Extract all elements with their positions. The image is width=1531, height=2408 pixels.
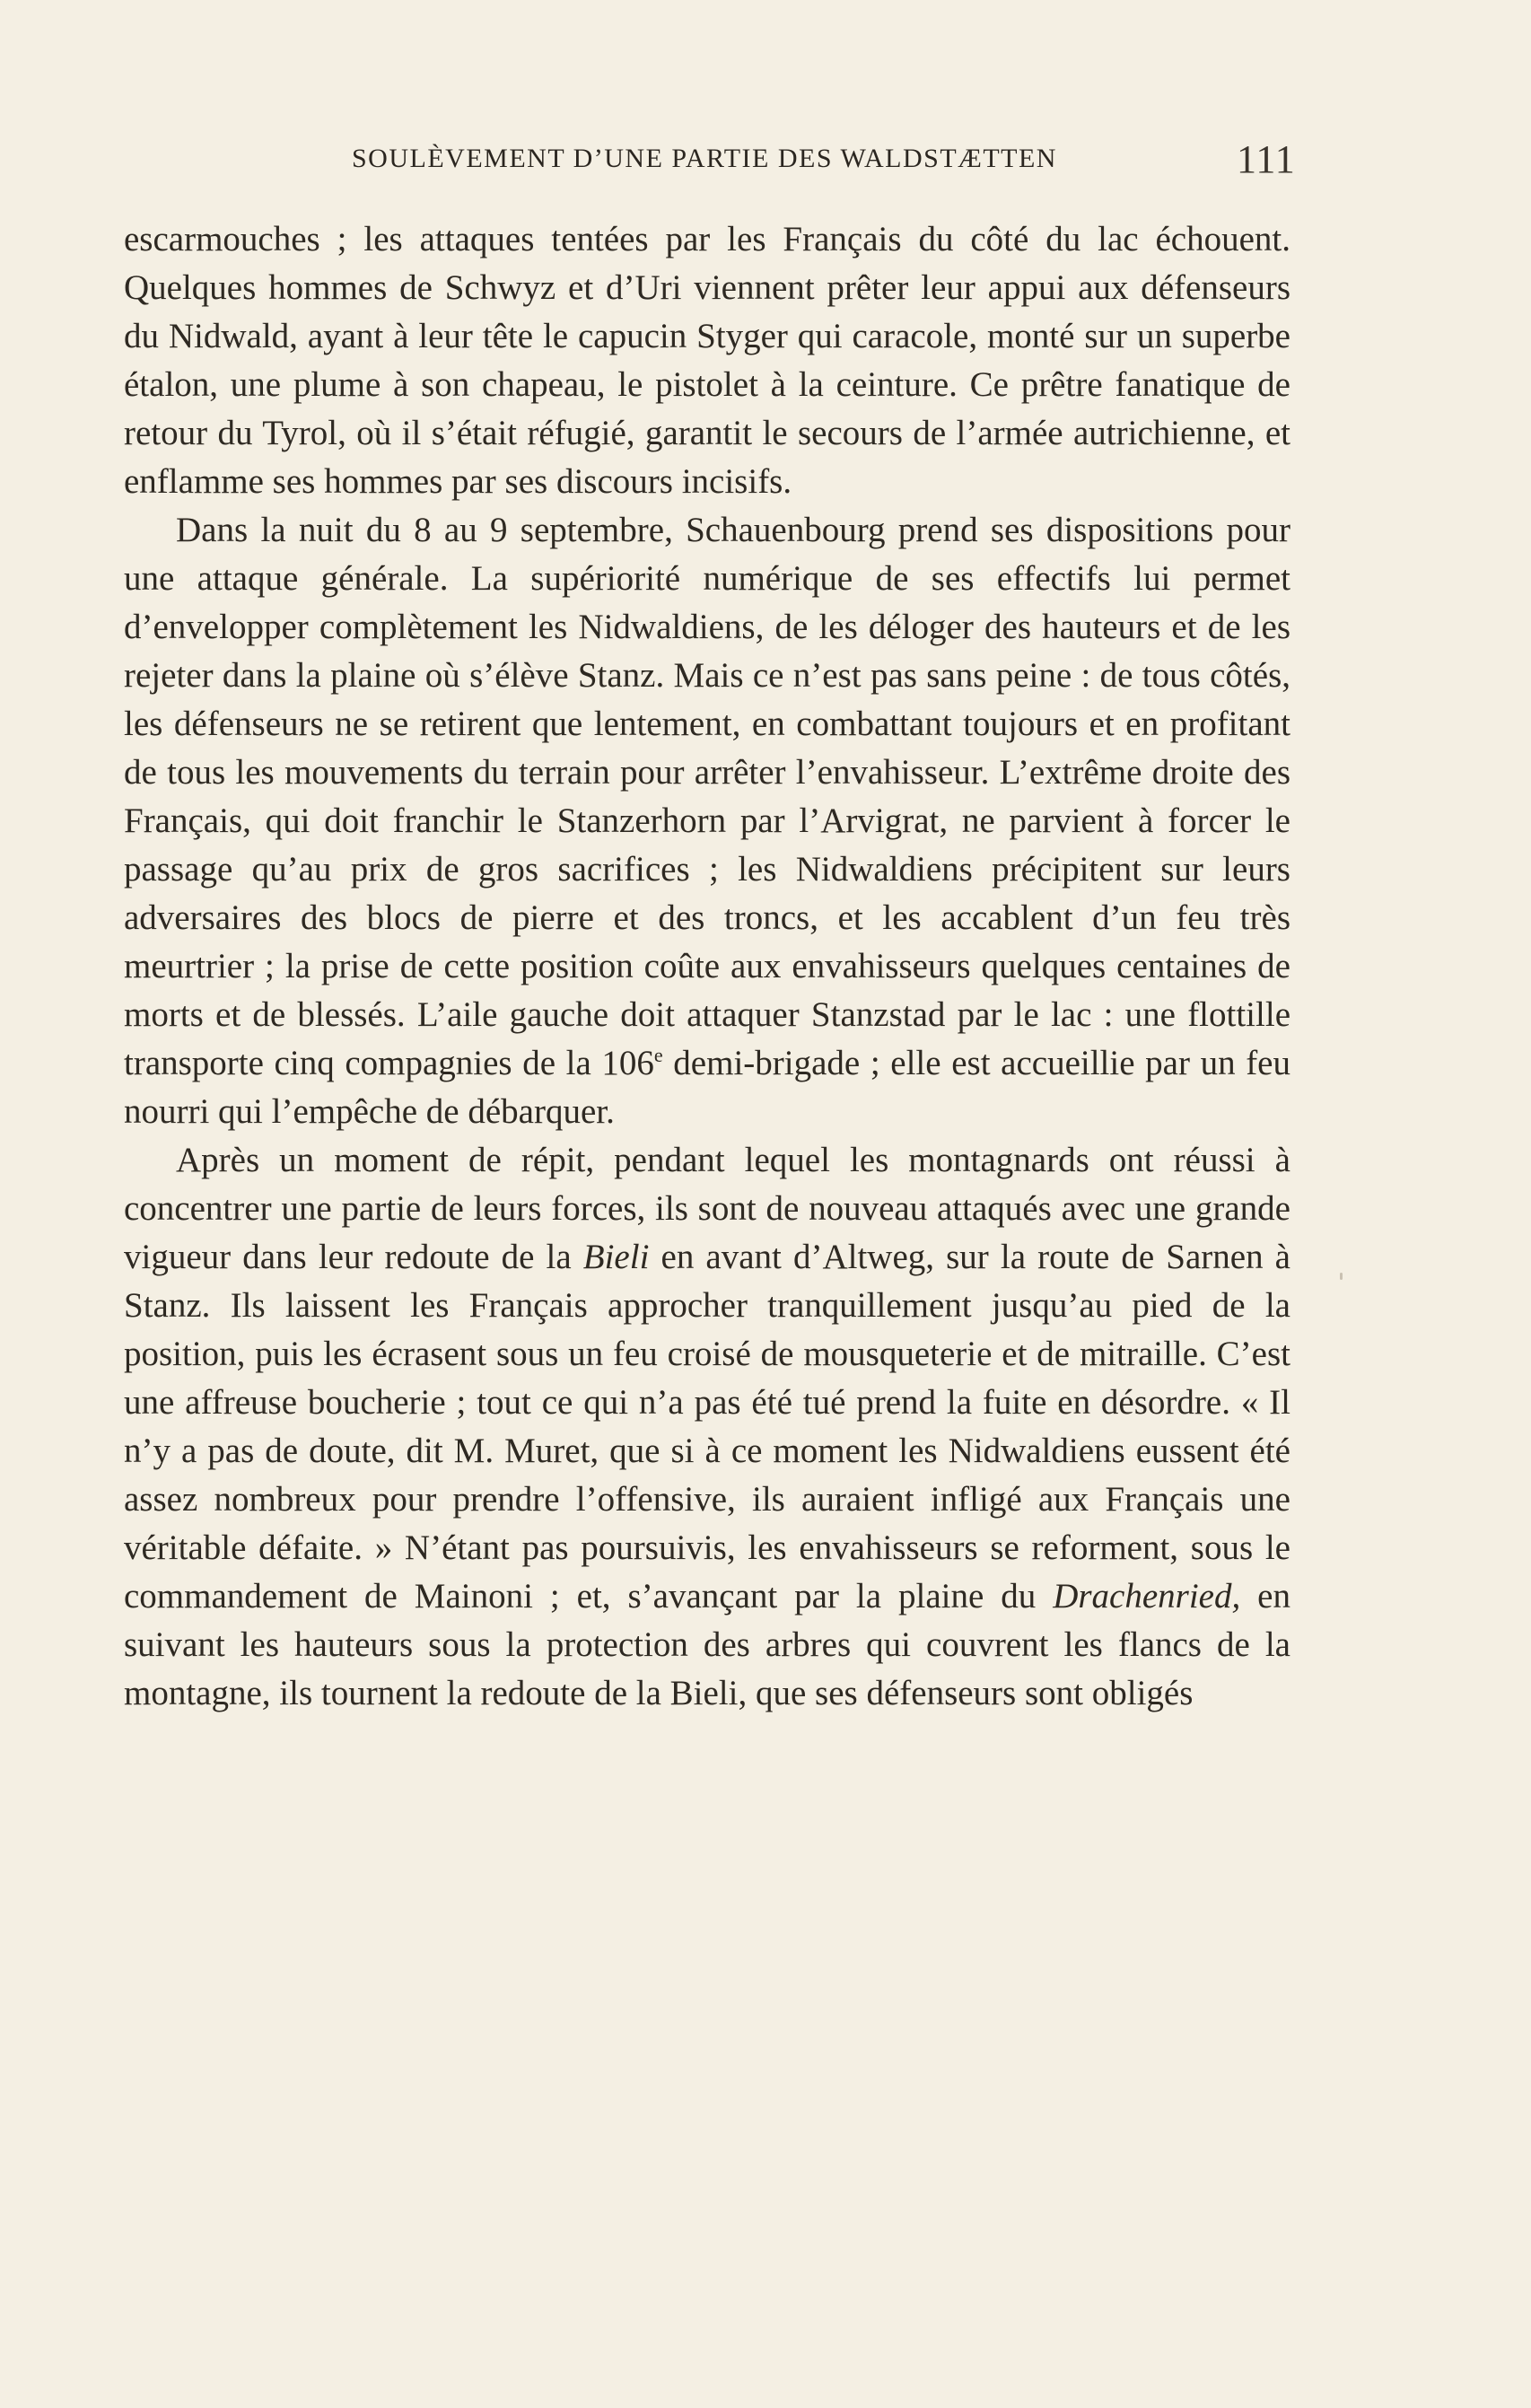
paragraph-2-text-b: demi-brigade ; elle est accueillie par un feu nourri qui l’empêche de débarquer. xyxy=(124,1044,1290,1131)
paragraph-3-text-a: Après un moment de répit, pendant lequel les montagnards ont réussi à concentrer une partie de leurs forces, ils sont de nouveau attaqués avec une grande vigueur dans leur redoute de la xyxy=(124,1141,1290,1276)
paragraph-3-text-b: en avant d’Altweg, sur la route de Sarnen à Stanz. Ils laissent les Français approcher tranquillement jusqu’au pied de la position, puis les écrasent sous un feu croisé de mousqueterie et de mitraille. C’est une affreuse boucherie ; tout ce qui n’a pas été tué prend la fuite en désordre. « Il n’y a pas de doute, dit M. Muret, que si à ce moment les Nidwaldiens eussent été assez nombreux pour prendre l’offensive, ils auraient infligé aux Français une véritable défaite. » N’étant pas poursuivis, les envahisseurs se reforment, sous le commandement de Mainoni ; et, s’avançant par la plaine du xyxy=(124,1238,1290,1616)
italic-place-drachenried: Drachenried, xyxy=(1053,1577,1241,1616)
paragraph-1 xyxy=(124,215,1290,506)
paragraph-2 xyxy=(124,506,1290,1136)
italic-place-bieli: Bieli xyxy=(582,1238,650,1276)
paragraph-2-text-a: Dans la nuit du 8 au 9 septembre, Schauenbourg prend ses dispositions pour une attaque générale. La supériorité numérique de ses effectifs lui permet d’envelopper complètement les Nidwaldiens, de les déloger des hauteurs et de les rejeter dans la plaine où s’élève Stanz. Mais ce n’est pas sans peine : de tous côtés, les défenseurs ne se retirent que lentement, en combattant toujours et en profitant de tous les mouvements du terrain pour arrêter l’envahisseur. L’extrême droite des Français, qui doit franchir le Stanzerhorn par l’Arvigrat, ne parvient à forcer le passage qu’au prix de gros sacrifices ; les Nidwaldiens précipitent sur leurs adversaires des blocs de pierre et des troncs, et les accablent d’un feu très meurtrier ; la prise de cette position coûte aux envahisseurs quelques centaines de morts et de blessés. L’aile gauche doit attaquer Stanzstad par le lac : une flottille transporte cinq compagnies de la 106 xyxy=(124,511,1290,1082)
paragraph-1-text: escarmouches ; les attaques tentées par les Français du côté du lac échouent. Quelques hommes de Schwyz et d’Uri viennent prêter leur appui aux défenseurs du Nidwald, ayant à leur tête le capucin Styger qui caracole, monté sur un superbe étalon, une plume à son chapeau, le pistolet à la ceinture. Ce prêtre fanatique de retour du Tyrol, où il s’était réfugié, garantit le secours de l’armée autrichienne, et enflamme ses hommes par ses discours incisifs. xyxy=(124,220,1290,501)
paper-speck xyxy=(1340,1273,1343,1280)
paragraph-3-text-c: en suivant les hauteurs sous la protection des arbres qui couvrent les flancs de la montagne, ils tournent la redoute de la Bieli, que ses défenseurs sont obligés xyxy=(124,1577,1290,1712)
page-number: 111 xyxy=(1237,137,1296,181)
running-title: SOULÈVEMENT D’UNE PARTIE DES WALDSTÆTTEN xyxy=(352,144,1057,173)
paragraph-3 xyxy=(124,1136,1290,1718)
ordinal-superscript: e xyxy=(653,1044,663,1066)
body-text xyxy=(124,215,1290,1718)
